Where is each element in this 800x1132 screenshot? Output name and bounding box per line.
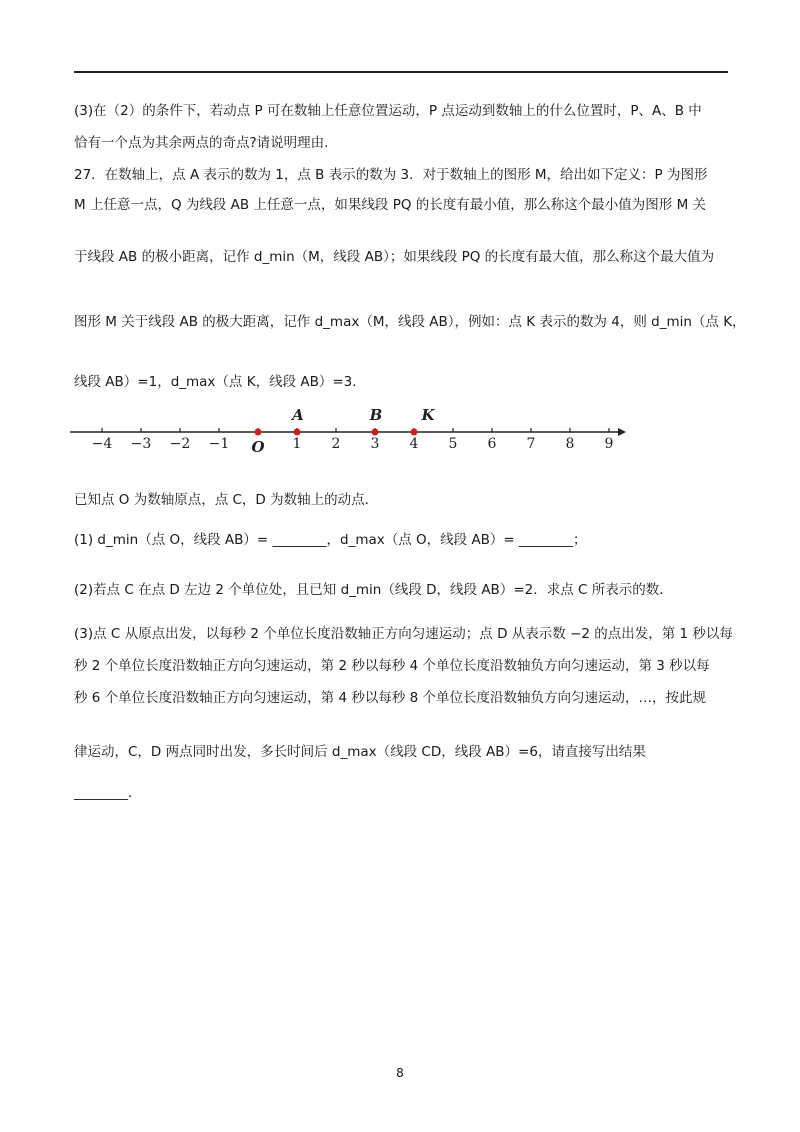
tick-label: −1 bbox=[208, 436, 230, 452]
part2-question: (2)若点 C 在点 D 左边 2 个单位处，且已知 d_min（线段 D，线段 AB）=2．求点 C 所表示的数． bbox=[74, 582, 673, 598]
tick-label: O bbox=[251, 438, 265, 456]
q26-part3-line1: (3)在（2）的条件下，若动点 P 可在数轴上任意位置运动，P 点运动到数轴上的什么位置时，P、A、B 中 bbox=[74, 103, 702, 119]
point-k bbox=[411, 429, 418, 436]
number-line bbox=[70, 404, 630, 460]
part3-line3: 秒 6 个单位长度沿数轴正方向匀速运动，第 4 秒以每秒 8 个单位长度沿数轴负方向匀速运动，…，按此规 bbox=[74, 690, 707, 706]
q27-line1: 27．在数轴上，点 A 表示的数为 1，点 B 表示的数为 3．对于数轴上的图形 M，给出如下定义：P 为图形 bbox=[74, 167, 708, 183]
header-rule bbox=[74, 71, 728, 73]
tick-label: 6 bbox=[487, 436, 497, 452]
part1-question: (1) d_min（点 O，线段 AB）= ________，d_max（点 O，线段 AB）= ________； bbox=[74, 532, 587, 548]
point-a bbox=[294, 429, 301, 436]
given-statement: 已知点 O 为数轴原点，点 C，D 为数轴上的动点． bbox=[74, 492, 379, 508]
tick-label: 8 bbox=[565, 436, 575, 452]
point-o bbox=[255, 429, 262, 436]
tick-label: 4 bbox=[409, 436, 419, 452]
tick-label: 3 bbox=[370, 436, 380, 452]
tick-label: 9 bbox=[604, 436, 614, 452]
tick-label: 7 bbox=[526, 436, 536, 452]
tick-label: 1 bbox=[292, 436, 302, 452]
number-line-arrow bbox=[618, 428, 626, 436]
point-label-b: B bbox=[369, 406, 383, 424]
tick-label: −4 bbox=[91, 436, 113, 452]
q27-line5: 线段 AB）=1，d_max（点 K，线段 AB）=3． bbox=[74, 374, 366, 390]
tick-label: −2 bbox=[169, 436, 191, 452]
q27-line2: M 上任意一点，Q 为线段 AB 上任意一点，如果线段 PQ 的长度有最小值，那么称这个最小值为图形 M 关 bbox=[74, 197, 707, 213]
point-label-a: A bbox=[292, 406, 304, 424]
part3-line5: ________． bbox=[74, 785, 142, 801]
q27-line4: 图形 M 关于线段 AB 的极大距离，记作 d_max（M，线段 AB），例如：点 K 表示的数为 4，则 d_min（点 K， bbox=[74, 314, 746, 330]
tick-label: 5 bbox=[448, 436, 458, 452]
part3-line4: 律运动，C，D 两点同时出发，多长时间后 d_max（线段 CD，线段 AB）=6，请直接写出结果 bbox=[74, 744, 646, 760]
q26-part3-line2: 恰有一个点为其余两点的奇点?请说明理由. bbox=[74, 135, 329, 151]
part3-line2: 秒 2 个单位长度沿数轴正方向匀速运动，第 2 秒以每秒 4 个单位长度沿数轴负方向匀速运动，第 3 秒以每 bbox=[74, 658, 710, 674]
point-label-k: K bbox=[421, 406, 435, 424]
tick-label: −3 bbox=[130, 436, 152, 452]
page-number: 8 bbox=[396, 1066, 404, 1080]
point-b bbox=[372, 429, 379, 436]
tick-label: 2 bbox=[331, 436, 341, 452]
q27-line3: 于线段 AB 的极小距离，记作 d_min（M，线段 AB）；如果线段 PQ 的长度有最大值，那么称这个最大值为 bbox=[74, 249, 715, 265]
part3-line1: (3)点 C 从原点出发，以每秒 2 个单位长度沿数轴正方向匀速运动；点 D 从表示数 −2 的点出发，第 1 秒以每 bbox=[74, 626, 733, 642]
